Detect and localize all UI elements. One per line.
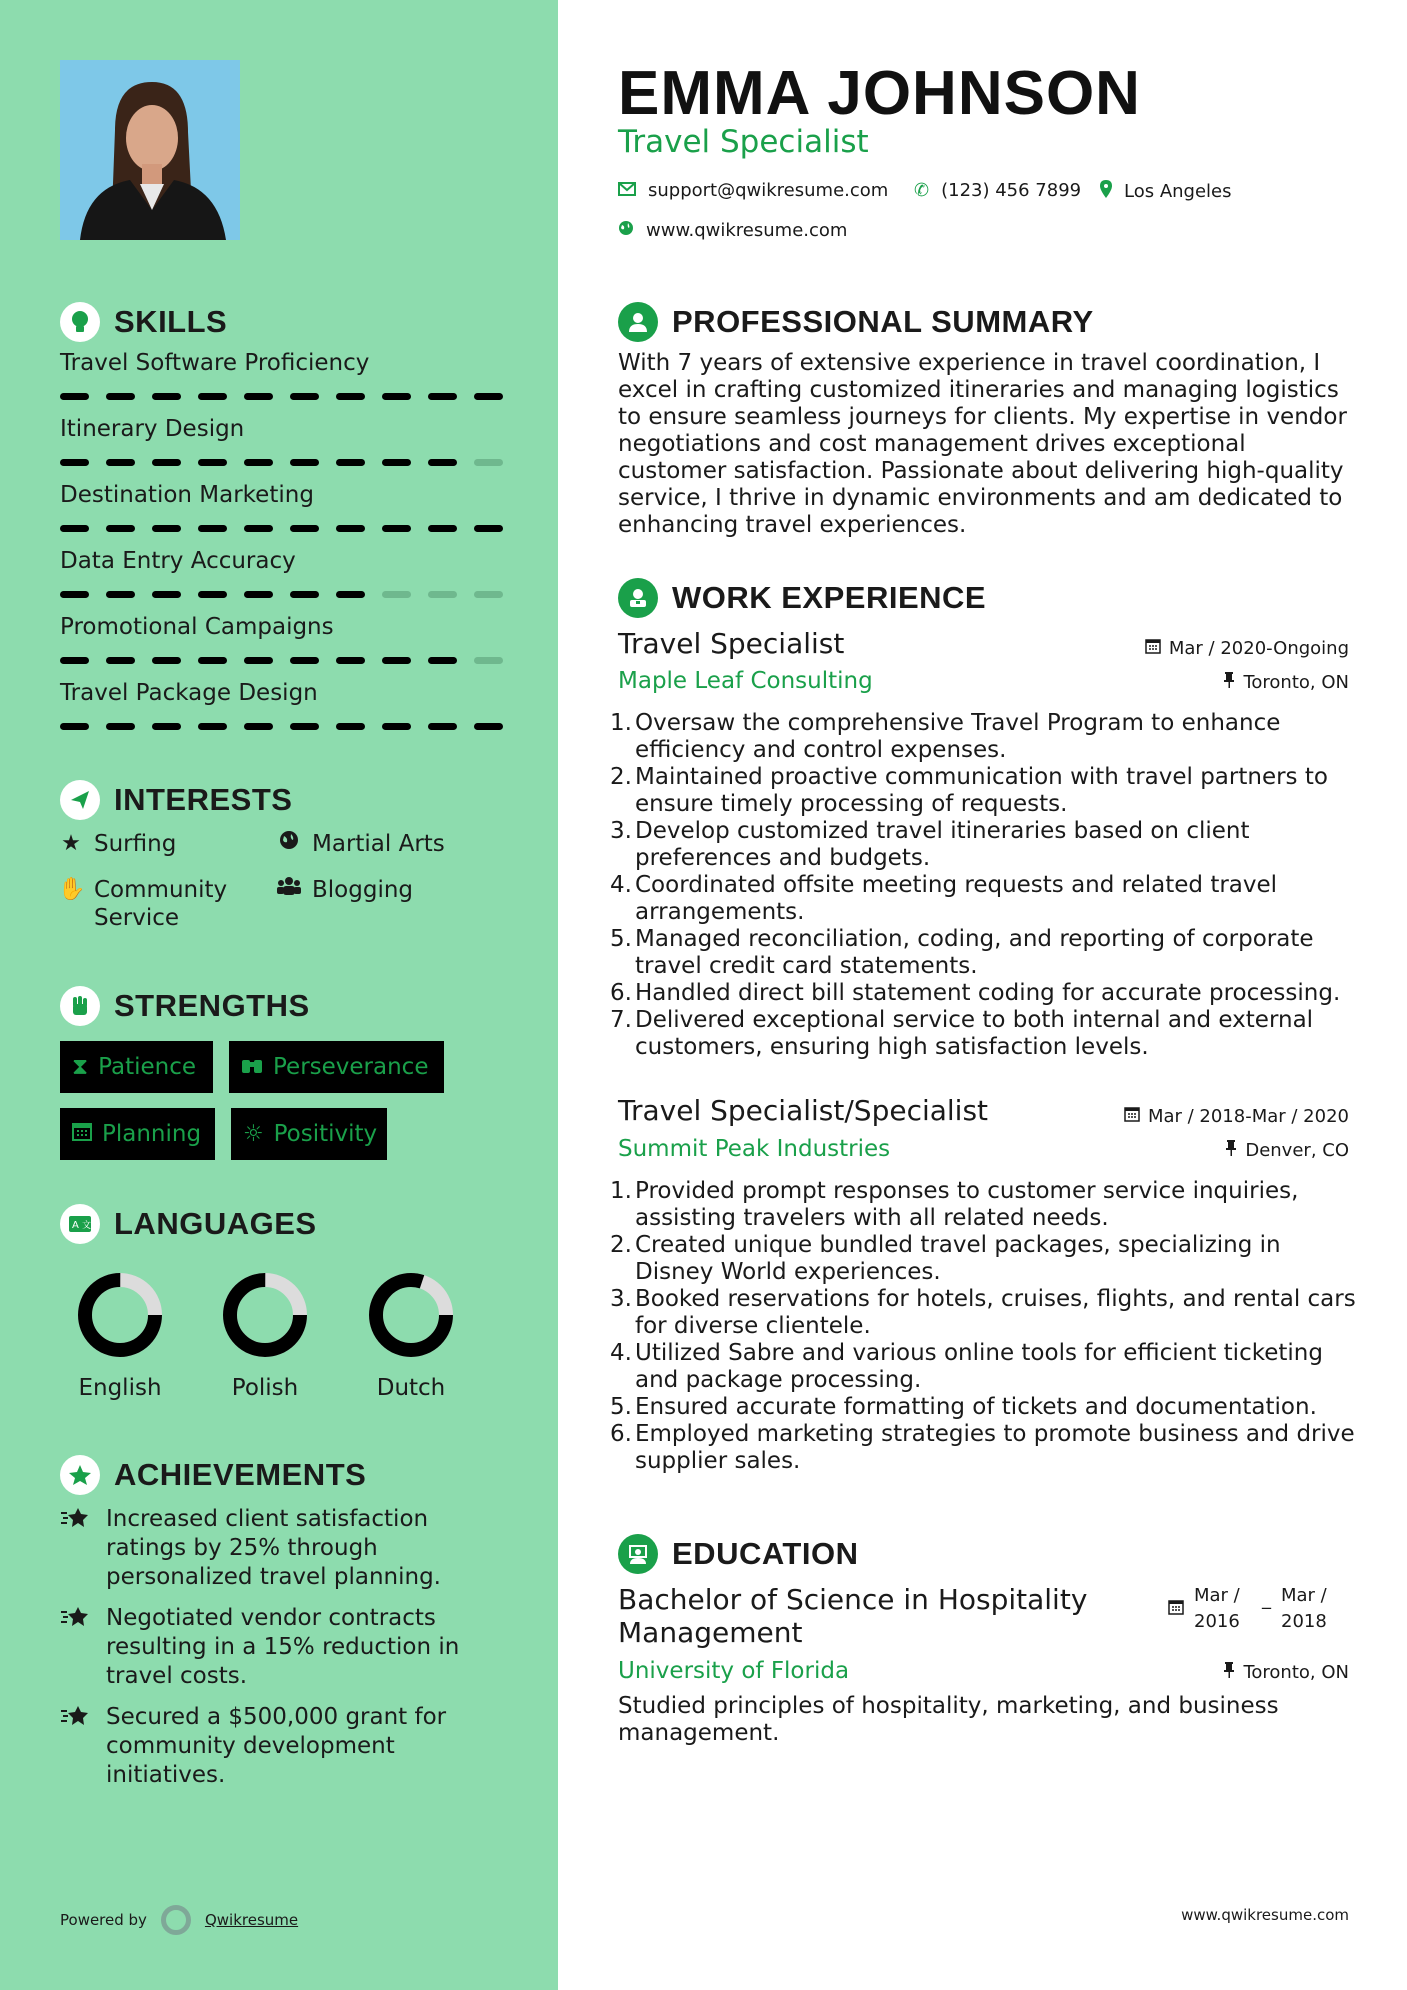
skill-name: Travel Package Design: [60, 680, 318, 706]
skill-dash: [382, 459, 411, 466]
education-header: [618, 1534, 858, 1574]
footer-url[interactable]: www.qwikresume.com: [1181, 1906, 1349, 1924]
education-description: Studied principles of hospitality, marketing, and business management.: [618, 1693, 1279, 1746]
globe-icon: [618, 220, 634, 241]
bullet-text: Created unique bundled travel packages, specializing in Disney World experiences.: [635, 1232, 1281, 1285]
skill-dash: [428, 657, 457, 664]
language-label: Dutch: [376, 1375, 446, 1401]
skill-dash: [382, 723, 411, 730]
bullet-text: Delivered exceptional service to both internal and external customers, ensuring high satisfaction levels.: [635, 1007, 1314, 1060]
fist-icon: [60, 986, 100, 1026]
skill-dash: [106, 459, 135, 466]
job-bullets: [610, 1178, 1360, 1475]
bullet-number: 3.: [610, 818, 632, 844]
achievement-item: [60, 1703, 480, 1790]
interest-item: [276, 876, 413, 904]
interest-label: Community Service: [94, 877, 228, 931]
achievement-text: Increased client satisfaction ratings by 25% through personalized travel planning.: [106, 1506, 441, 1590]
education-end: Mar / 2018: [1281, 1585, 1327, 1632]
bullet-text: Coordinated offsite meeting requests and related travel arrangements.: [635, 872, 1278, 925]
achievements-header: [60, 1455, 366, 1495]
bullet-text: Oversaw the comprehensive Travel Program to enhance efficiency and control expenses.: [635, 710, 1281, 763]
skill-dash: [244, 723, 273, 730]
skill-dash: [336, 723, 365, 730]
bullet-number: 4.: [610, 1340, 632, 1366]
interest-item: [58, 876, 258, 932]
summary-header: [618, 302, 1094, 342]
skill-dash: [244, 525, 273, 532]
strength-chip: [60, 1108, 215, 1160]
bullet-text: Booked reservations for hotels, cruises, flights, and rental cars for diverse clientele.: [635, 1286, 1356, 1339]
summary-title: PROFESSIONAL SUMMARY: [672, 304, 1094, 339]
interest-label: Surfing: [94, 831, 177, 857]
skills-header: [60, 302, 227, 342]
achievement-text: Negotiated vendor contracts resulting in a 15% reduction in travel costs.: [106, 1605, 460, 1689]
hourglass-icon: ⧗: [72, 1054, 89, 1080]
bullet-text: Maintained proactive communication with travel partners to ensure timely processing of requests.: [635, 764, 1328, 817]
strengths-header: [60, 986, 310, 1026]
skill-dash: [106, 723, 135, 730]
job-bullet: [610, 1178, 1360, 1232]
bullet-text: Handled direct bill statement coding for accurate processing.: [635, 980, 1341, 1006]
shooting-star-icon: [60, 1703, 94, 1790]
summary-text: With 7 years of extensive experience in travel coordination, I excel in crafting customized itineraries and managing logistics to ensure seamless journeys for clients. My expertise in vendor negotiations and cost management drives exceptional customer satisfaction. Passionate about delivering high-quality service, I thrive in dynamic environments and am dedicated to enhancing travel experiences.: [618, 350, 1347, 538]
phone-text: (123) 456 7899: [941, 180, 1082, 201]
bullet-text: Utilized Sabre and various online tools for efficient ticketing and package processing.: [635, 1340, 1323, 1393]
skill-dash: [60, 459, 89, 466]
skill-dash: [474, 657, 503, 664]
language-icon: [60, 1204, 100, 1244]
achievement-item: [60, 1505, 480, 1592]
job-bullet: [610, 1394, 1360, 1421]
calendar-icon: [1124, 1106, 1140, 1127]
shooting-star-icon: [60, 1505, 94, 1592]
skill-level-bar: [60, 525, 503, 532]
job-bullet: [610, 926, 1360, 980]
pushpin-icon: [1223, 1662, 1235, 1683]
experience-header: [618, 578, 986, 618]
language-label: Polish: [231, 1375, 299, 1401]
hand-icon: ✋: [58, 877, 86, 902]
job-bullets: [610, 710, 1360, 1061]
brand-link[interactable]: Qwikresume: [204, 1911, 299, 1929]
strength-label: Planning: [102, 1121, 202, 1147]
interest-item: [276, 830, 445, 858]
bullet-number: 7.: [610, 1007, 632, 1033]
pushpin-icon: [1223, 672, 1235, 693]
skill-dash: [382, 657, 411, 664]
job-location-text: Toronto, ON: [1243, 672, 1349, 693]
qwikresume-logo-icon: [161, 1905, 191, 1935]
skill-name: Itinerary Design: [60, 416, 245, 442]
job-dates-text: Mar / 2020-Ongoing: [1168, 638, 1349, 659]
bullet-text: Managed reconciliation, coding, and reporting of corporate travel credit card statements.: [635, 926, 1314, 979]
profile-photo: [60, 60, 240, 240]
skill-dash: [106, 393, 135, 400]
skill-dash: [382, 591, 411, 598]
sidebar: [0, 0, 558, 1990]
strength-chip: [60, 1041, 213, 1093]
paper-plane-icon: [60, 780, 100, 820]
skill-dash: [198, 723, 227, 730]
skill-dash: [336, 459, 365, 466]
skill-dash: [428, 525, 457, 532]
skill-dash: [474, 525, 503, 532]
bullet-number: 6.: [610, 980, 632, 1006]
skill-level-bar: [60, 657, 503, 664]
candidate-name: EMMA JOHNSON: [618, 59, 1141, 128]
skill-level-bar: [60, 393, 503, 400]
skill-dash: [244, 591, 273, 598]
strength-label: Perseverance: [273, 1054, 429, 1080]
bullet-text: Ensured accurate formatting of tickets and documentation.: [635, 1394, 1317, 1420]
skill-dash: [152, 525, 181, 532]
skill-dash: [106, 657, 135, 664]
strengths-title: STRENGTHS: [114, 988, 310, 1023]
job-dates: [1145, 638, 1349, 659]
skill-dash: [152, 459, 181, 466]
email-text: support@qwikresume.com: [648, 180, 889, 201]
contact-phone[interactable]: [914, 180, 1081, 201]
shooting-star-icon: [60, 1604, 94, 1691]
bullet-number: 4.: [610, 872, 632, 898]
bullet-text: Employed marketing strategies to promote business and drive supplier sales.: [635, 1421, 1355, 1474]
binoculars-icon: [241, 1054, 263, 1080]
skill-dash: [152, 657, 181, 664]
skill-dash: [106, 525, 135, 532]
star-badge-icon: [60, 1455, 100, 1495]
contact-website[interactable]: [618, 220, 847, 241]
skill-dash: [60, 525, 89, 532]
bullet-number: 3.: [610, 1286, 632, 1312]
pushpin-icon: [1225, 1140, 1237, 1161]
skill-dash: [290, 591, 319, 598]
language-label: English: [78, 1375, 162, 1401]
skill-dash: [60, 657, 89, 664]
skill-dash: [290, 459, 319, 466]
graduate-icon: [618, 1534, 658, 1574]
date-separator: _: [1262, 1589, 1271, 1610]
bullet-number: 2.: [610, 1232, 632, 1258]
strength-chip: [229, 1041, 444, 1093]
job-location: [1223, 672, 1349, 693]
job-bullet: [610, 1421, 1360, 1475]
skill-dash: [428, 723, 457, 730]
school-name: University of Florida: [618, 1658, 850, 1684]
skill-name: Promotional Campaigns: [60, 614, 334, 640]
bullet-number: 2.: [610, 764, 632, 790]
skill-dash: [428, 591, 457, 598]
skill-dash: [106, 591, 135, 598]
language-ring: [366, 1270, 456, 1360]
globe-icon: [276, 830, 302, 858]
job-title: Travel Specialist: [618, 627, 845, 660]
lightbulb-icon: [60, 302, 100, 342]
briefcase-icon: [618, 578, 658, 618]
skills-title: SKILLS: [114, 304, 228, 339]
skill-dash: [474, 723, 503, 730]
calendar-icon: [72, 1121, 92, 1147]
skill-dash: [336, 591, 365, 598]
skill-dash: [336, 525, 365, 532]
strength-chip: [231, 1108, 387, 1160]
users-icon: [276, 876, 302, 904]
job-bullet: [610, 980, 1360, 1007]
achievement-text: Secured a $500,000 grant for community development initiatives.: [106, 1704, 447, 1788]
interest-label: Martial Arts: [312, 831, 445, 857]
skill-dash: [60, 723, 89, 730]
job-bullet: [610, 1340, 1360, 1394]
skill-dash: [152, 393, 181, 400]
sun-icon: ☼: [243, 1121, 264, 1147]
interests-header: [60, 780, 292, 820]
job-title: Travel Specialist/Specialist: [618, 1094, 989, 1127]
language-ring: [220, 1270, 310, 1360]
skill-dash: [244, 657, 273, 664]
languages-header: [60, 1204, 317, 1244]
user-icon: [618, 302, 658, 342]
skill-dash: [474, 393, 503, 400]
interest-item: [58, 830, 176, 858]
bullet-text: Provided prompt responses to customer service inquiries, assisting travelers with all related needs.: [635, 1178, 1299, 1231]
strength-label: Patience: [98, 1054, 197, 1080]
bullet-text: Develop customized travel itineraries based on client preferences and budgets.: [635, 818, 1250, 871]
company-name: Maple Leaf Consulting: [618, 668, 873, 694]
bullet-number: 5.: [610, 926, 632, 952]
experience-title: WORK EXPERIENCE: [672, 580, 987, 615]
skill-dash: [428, 393, 457, 400]
skill-dash: [198, 459, 227, 466]
interests-title: INTERESTS: [114, 782, 293, 817]
skill-dash: [290, 657, 319, 664]
skill-dash: [290, 525, 319, 532]
skill-dash: [290, 393, 319, 400]
job-bullet: [610, 818, 1360, 872]
company-name: Summit Peak Industries: [618, 1136, 891, 1162]
skill-dash: [60, 393, 89, 400]
job-bullet: [610, 1007, 1360, 1061]
education-location-text: Toronto, ON: [1243, 1662, 1349, 1683]
skill-dash: [198, 591, 227, 598]
job-bullet: [610, 1286, 1360, 1340]
skill-dash: [336, 657, 365, 664]
skill-dash: [152, 723, 181, 730]
location-text: Los Angeles: [1124, 181, 1232, 202]
svg-text:A: A: [72, 1220, 79, 1231]
skill-dash: [244, 459, 273, 466]
job-bullet: [610, 872, 1360, 926]
powered-by-label: Powered by: [60, 1911, 147, 1929]
skill-dash: [198, 393, 227, 400]
svg-text:文: 文: [82, 1221, 92, 1231]
skill-dash: [474, 591, 503, 598]
skill-dash: [152, 591, 181, 598]
strength-label: Positivity: [273, 1121, 378, 1147]
skill-dash: [198, 657, 227, 664]
skill-level-bar: [60, 723, 503, 730]
skill-dash: [382, 393, 411, 400]
job-dates: [1124, 1106, 1349, 1127]
skill-name: Destination Marketing: [60, 482, 314, 508]
skill-dash: [290, 723, 319, 730]
skill-dash: [60, 591, 89, 598]
skill-dash: [474, 459, 503, 466]
candidate-title: Travel Specialist: [618, 124, 869, 160]
education-dates: [1168, 1583, 1339, 1635]
bullet-number: 5.: [610, 1394, 632, 1420]
job-bullet: [610, 1232, 1360, 1286]
website-text: www.qwikresume.com: [646, 220, 848, 241]
job-location-text: Denver, CO: [1245, 1140, 1349, 1161]
job-bullet: [610, 764, 1360, 818]
job-location: [1225, 1140, 1349, 1161]
bullet-number: 1.: [610, 710, 632, 736]
envelope-icon: [618, 180, 636, 201]
powered-by: [60, 1905, 298, 1935]
job-dates-text: Mar / 2018-Mar / 2020: [1147, 1106, 1349, 1127]
degree-name: Bachelor of Science in Hospitality Management: [618, 1583, 1088, 1649]
skill-level-bar: [60, 591, 503, 598]
contact-email[interactable]: [618, 180, 888, 201]
skill-dash: [428, 459, 457, 466]
skill-dash: [382, 525, 411, 532]
skill-dash: [198, 525, 227, 532]
bullet-number: 1.: [610, 1178, 632, 1204]
achievements-title: ACHIEVEMENTS: [114, 1457, 367, 1492]
job-bullet: [610, 710, 1360, 764]
skill-dash: [336, 393, 365, 400]
interest-label: Blogging: [312, 877, 414, 903]
achievement-item: [60, 1604, 480, 1691]
education-location: [1223, 1662, 1349, 1683]
education-title: EDUCATION: [672, 1536, 859, 1571]
languages-title: LANGUAGES: [114, 1206, 317, 1241]
skill-name: Travel Software Proficiency: [60, 350, 370, 376]
phone-icon: ✆: [914, 180, 930, 201]
calendar-icon: [1168, 1583, 1184, 1623]
calendar-icon: [1145, 638, 1161, 659]
star-icon: ★: [61, 831, 81, 856]
skill-dash: [244, 393, 273, 400]
skill-level-bar: [60, 459, 503, 466]
skill-name: Data Entry Accuracy: [60, 548, 296, 574]
bullet-number: 6.: [610, 1421, 632, 1447]
education-start: Mar / 2016: [1194, 1585, 1240, 1632]
language-ring: [75, 1270, 165, 1360]
contact-location: [1100, 180, 1232, 203]
map-pin-icon: [1100, 180, 1112, 203]
